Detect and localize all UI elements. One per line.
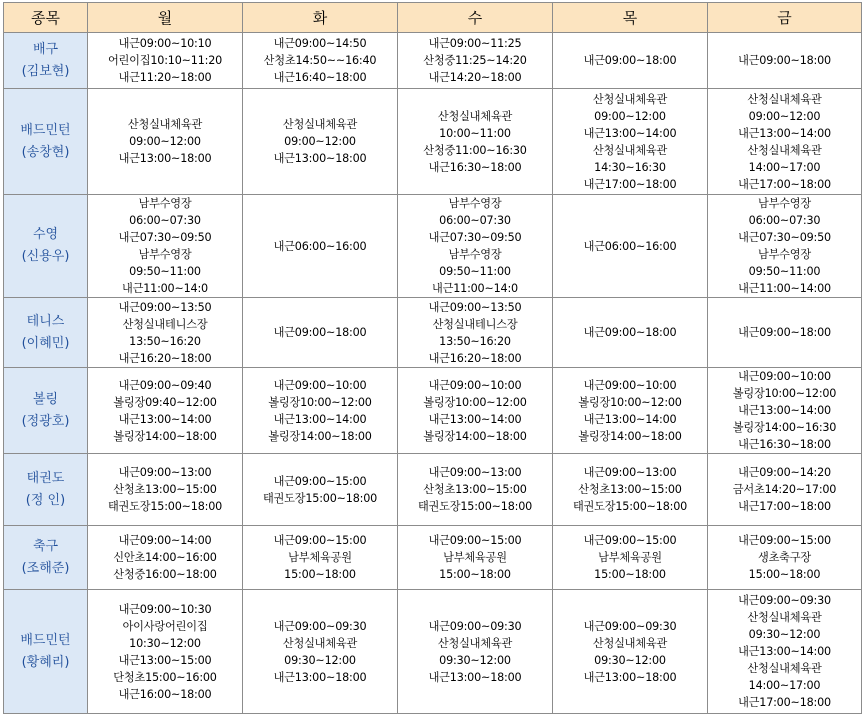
schedule-cell xyxy=(88,526,243,590)
schedule-entry: 15:00~18:00 xyxy=(284,568,356,581)
schedule-entry: 남부수영장 xyxy=(138,197,192,210)
header-cell-tue: 화 xyxy=(243,3,398,33)
schedule-entry: 볼링장14:00~18:00 xyxy=(268,429,372,443)
schedule-cell xyxy=(553,298,708,368)
schedule-cell xyxy=(243,454,398,526)
schedule-entry: 09:30~12:00 xyxy=(284,653,356,667)
schedule-entry: 산청초14:50~~16:40 xyxy=(263,54,377,67)
schedule-entry: 내근09:00~10:10 xyxy=(118,37,212,50)
schedule-entry: 볼링장10:00~12:00 xyxy=(423,395,527,409)
schedule-cell xyxy=(88,368,243,454)
schedule-cell xyxy=(708,89,862,195)
sport-cell xyxy=(4,195,88,298)
schedule-cell xyxy=(708,526,862,590)
schedule-entry: 볼링장10:00~12:00 xyxy=(732,387,837,400)
schedule-entry: 내근16:20~18:00 xyxy=(428,351,522,365)
sport-name: 배드민턴 xyxy=(20,632,71,648)
table-row xyxy=(4,526,862,590)
schedule-entry: 내근09:00~10:00 xyxy=(273,378,367,392)
schedule-cell xyxy=(243,298,398,368)
schedule-entry: 산청실내체육관 xyxy=(592,92,668,106)
schedule-entry: 내근13:00~14:00 xyxy=(738,404,831,417)
schedule-entry: 내근13:00~18:00 xyxy=(118,152,212,165)
schedule-entry: 산청실내체육관 xyxy=(127,118,203,131)
schedule-cell xyxy=(398,526,553,590)
schedule-entry: 09:30~12:00 xyxy=(748,628,821,641)
schedule-entry: 13:50~16:20 xyxy=(129,334,201,348)
schedule-entry: 산청실내체육관 xyxy=(282,636,358,650)
schedule-entry: 내근09:00~13:50 xyxy=(118,300,212,314)
schedule-cell xyxy=(553,526,708,590)
instructor-name: (김보현) xyxy=(21,63,70,79)
schedule-cell xyxy=(243,590,398,714)
schedule-entry: 남부수영장 xyxy=(138,248,192,261)
schedule-entry: 06:00~07:30 xyxy=(748,214,821,227)
schedule-entry: 남부수영장 xyxy=(448,248,502,261)
schedule-entry: 09:50~11:00 xyxy=(129,265,201,278)
schedule-cell xyxy=(398,298,553,368)
schedule-entry: 내근13:00~14:00 xyxy=(428,412,522,426)
schedule-cell xyxy=(88,33,243,89)
schedule-entry: 태권도장15:00~18:00 xyxy=(107,500,223,513)
schedule-cell xyxy=(243,195,398,298)
schedule-entry: 내근13:00~18:00 xyxy=(583,670,677,684)
schedule-entry: 내근09:00~15:00 xyxy=(273,534,367,547)
table-row xyxy=(4,454,862,526)
schedule-entry: 09:50~11:00 xyxy=(439,265,511,278)
schedule-entry: 산청실내테니스장 xyxy=(122,317,208,331)
schedule-cell xyxy=(88,454,243,526)
schedule-cell xyxy=(708,33,862,89)
header-cell-wed: 수 xyxy=(398,3,553,33)
sport-cell xyxy=(4,526,88,590)
header-cell-fri: 금 xyxy=(708,3,862,33)
schedule-cell xyxy=(398,195,553,298)
schedule-entry: 09:00~12:00 xyxy=(748,109,821,123)
sport-cell xyxy=(4,298,88,368)
schedule-entry: 남부수영장 xyxy=(757,197,812,210)
schedule-entry: 내근09:00~15:00 xyxy=(583,534,677,547)
sport-cell xyxy=(4,33,88,89)
schedule-entry: 태권도장15:00~18:00 xyxy=(417,500,533,513)
schedule-cell xyxy=(88,89,243,195)
schedule-entry: 09:30~12:00 xyxy=(594,653,666,667)
schedule-entry: 내근09:00~18:00 xyxy=(738,54,831,67)
schedule-entry: 09:00~12:00 xyxy=(129,135,201,148)
schedule-entry: 내근09:00~09:40 xyxy=(118,378,212,392)
schedule-entry: 내근09:00~13:00 xyxy=(118,466,212,479)
sport-name: 수영 xyxy=(32,227,59,242)
schedule-entry: 산청실내체육관 xyxy=(437,109,513,123)
schedule-entry: 내근09:00~14:50 xyxy=(273,37,367,50)
schedule-entry: 내근13:00~18:00 xyxy=(273,670,367,684)
schedule-cell xyxy=(398,89,553,195)
sport-cell xyxy=(4,89,88,195)
schedule-entry: 산청실내테니스장 xyxy=(432,317,518,331)
schedule-entry: 태권도장15:00~18:00 xyxy=(262,491,378,505)
header-row xyxy=(4,3,862,33)
schedule-entry: 산청중11:25~14:20 xyxy=(423,54,527,67)
schedule-entry: 볼링장14:00~18:00 xyxy=(113,429,217,443)
schedule-entry: 09:50~11:00 xyxy=(748,265,821,278)
schedule-cell xyxy=(553,195,708,298)
schedule-entry: 10:30~12:00 xyxy=(129,636,201,650)
schedule-entry: 남부수영장 xyxy=(448,197,502,210)
schedule-entry: 내근16:30~18:00 xyxy=(738,438,831,451)
schedule-entry: 내근09:00~14:20 xyxy=(738,466,831,479)
schedule-entry: 남부체육공원 xyxy=(443,551,507,564)
schedule-entry: 내근09:00~15:00 xyxy=(738,534,831,547)
schedule-entry: 내근17:00~18:00 xyxy=(738,500,831,513)
table-row xyxy=(4,89,862,195)
schedule-cell xyxy=(88,195,243,298)
schedule-entry: 남부수영장 xyxy=(757,248,812,261)
schedule-entry: 14:00~17:00 xyxy=(748,679,821,692)
schedule-cell xyxy=(398,33,553,89)
schedule-cell xyxy=(243,89,398,195)
schedule-entry: 14:30~16:30 xyxy=(594,160,666,174)
schedule-entry: 내근13:00~14:00 xyxy=(738,645,831,658)
schedule-cell xyxy=(708,368,862,454)
schedule-entry: 내근17:00~18:00 xyxy=(738,696,831,709)
schedule-entry: 산청실내체육관 xyxy=(747,662,822,675)
schedule-entry: 06:00~07:30 xyxy=(129,214,201,227)
table-row xyxy=(4,368,862,454)
schedule-entry: 내근09:00~10:30 xyxy=(118,602,212,616)
schedule-entry: 내근09:00~09:30 xyxy=(428,619,522,633)
schedule-cell xyxy=(88,590,243,714)
schedule-entry: 내근09:00~18:00 xyxy=(583,326,677,339)
schedule-entry: 내근09:00~10:00 xyxy=(583,378,677,392)
schedule-body xyxy=(4,33,862,714)
schedule-entry: 내근09:00~11:25 xyxy=(428,37,522,50)
schedule-entry: 15:00~18:00 xyxy=(594,568,666,581)
header-cell-mon: 월 xyxy=(88,3,243,33)
schedule-entry: 산청실내체육관 xyxy=(282,118,358,131)
schedule-cell xyxy=(553,33,708,89)
schedule-entry: 13:50~16:20 xyxy=(439,334,511,348)
schedule-entry: 내근09:00~09:30 xyxy=(273,619,367,633)
schedule-entry: 내근17:00~18:00 xyxy=(738,177,831,191)
schedule-entry: 단청초15:00~16:00 xyxy=(113,670,217,684)
schedule-cell xyxy=(88,298,243,368)
header-cell-sport: 종목 xyxy=(4,3,88,33)
schedule-entry: 내근11:00~14:00 xyxy=(738,282,831,295)
schedule-entry: 아이사랑어린이집 xyxy=(122,619,208,633)
instructor-name: (이혜민) xyxy=(21,335,70,351)
schedule-entry: 볼링장09:40~12:00 xyxy=(113,395,217,409)
schedule-entry: 내근13:00~14:00 xyxy=(738,126,831,140)
schedule-entry: 내근09:00~18:00 xyxy=(738,326,831,339)
instructor-name: (송창현) xyxy=(21,144,70,160)
table-row xyxy=(4,590,862,714)
schedule-cell xyxy=(398,368,553,454)
schedule-entry: 15:00~18:00 xyxy=(748,568,821,581)
schedule-entry: 내근13:00~15:00 xyxy=(118,653,212,667)
sport-name: 볼링 xyxy=(32,391,59,407)
schedule-cell xyxy=(553,368,708,454)
schedule-table xyxy=(3,2,862,714)
schedule-entry: 내근16:30~18:00 xyxy=(428,160,522,174)
schedule-entry: 내근06:00~16:00 xyxy=(583,239,677,253)
schedule-entry: 내근07:30~09:50 xyxy=(428,231,522,244)
schedule-entry: 내근13:00~14:00 xyxy=(273,412,367,426)
instructor-name: (신용우) xyxy=(21,249,70,264)
schedule-entry: 볼링장10:00~12:00 xyxy=(268,395,372,409)
schedule-entry: 내근13:00~18:00 xyxy=(273,152,367,165)
schedule-entry: 내근13:00~14:00 xyxy=(118,412,212,426)
schedule-cell xyxy=(708,454,862,526)
schedule-entry: 볼링장10:00~12:00 xyxy=(578,395,682,409)
schedule-entry: 내근11:00~14:0 xyxy=(432,282,518,295)
schedule-entry: 내근07:30~09:50 xyxy=(738,231,831,244)
schedule-entry: 산청중11:00~16:30 xyxy=(423,143,527,157)
schedule-entry: 내근13:00~18:00 xyxy=(428,670,522,684)
sport-name: 배드민턴 xyxy=(20,122,71,138)
table-row xyxy=(4,195,862,298)
schedule-entry: 내근16:20~18:00 xyxy=(118,351,212,365)
schedule-entry: 09:30~12:00 xyxy=(439,653,511,667)
schedule-entry: 내근17:00~18:00 xyxy=(583,177,677,191)
schedule-entry: 내근07:30~09:50 xyxy=(118,231,212,244)
schedule-cell xyxy=(708,298,862,368)
instructor-name: (정 인) xyxy=(25,492,66,508)
schedule-entry: 산청실내체육관 xyxy=(437,636,513,650)
schedule-entry: 09:00~12:00 xyxy=(284,135,356,148)
schedule-entry: 신안초14:00~16:00 xyxy=(113,551,217,564)
schedule-entry: 남부체육공원 xyxy=(288,551,352,564)
schedule-cell xyxy=(708,590,862,714)
schedule-entry: 산청실내체육관 xyxy=(747,143,822,157)
sport-cell xyxy=(4,454,88,526)
schedule-entry: 생초축구장 xyxy=(757,551,812,564)
schedule-cell xyxy=(243,33,398,89)
schedule-cell xyxy=(708,195,862,298)
schedule-entry: 내근13:00~14:00 xyxy=(583,412,677,426)
sport-cell xyxy=(4,368,88,454)
schedule-entry: 볼링장14:00~18:00 xyxy=(423,429,527,443)
sport-name: 태권도 xyxy=(26,470,65,486)
sport-name: 축구 xyxy=(32,538,59,554)
schedule-cell xyxy=(398,454,553,526)
schedule-cell xyxy=(243,368,398,454)
schedule-entry: 06:00~07:30 xyxy=(439,214,511,227)
schedule-entry: 내근09:00~15:00 xyxy=(273,474,367,488)
header-cell-thu: 목 xyxy=(553,3,708,33)
schedule-cell xyxy=(553,590,708,714)
schedule-entry: 내근11:00~14:0 xyxy=(122,282,208,295)
schedule-entry: 금서초14:20~17:00 xyxy=(732,483,837,496)
instructor-name: (황혜리) xyxy=(21,654,70,670)
sport-name: 테니스 xyxy=(26,313,65,329)
schedule-entry: 내근09:00~15:00 xyxy=(428,534,522,547)
schedule-entry: 산청실내체육관 xyxy=(747,611,822,624)
schedule-entry: 볼링장14:00~16:30 xyxy=(732,421,837,434)
schedule-entry: 산청초13:00~15:00 xyxy=(423,483,527,496)
schedule-entry: 내근09:00~13:50 xyxy=(428,300,522,314)
schedule-entry: 태권도장15:00~18:00 xyxy=(572,500,688,513)
sport-name: 배구 xyxy=(32,41,59,57)
schedule-entry: 산청실내체육관 xyxy=(747,92,822,106)
instructor-name: (정광호) xyxy=(21,413,70,429)
sport-cell xyxy=(4,590,88,714)
schedule-entry: 09:00~12:00 xyxy=(594,109,666,123)
schedule-entry: 내근09:00~14:00 xyxy=(118,534,212,547)
schedule-entry: 어린이집10:10~11:20 xyxy=(107,54,223,67)
schedule-cell xyxy=(553,454,708,526)
schedule-entry: 10:00~11:00 xyxy=(439,126,511,140)
schedule-entry: 산청실내체육관 xyxy=(592,636,668,650)
schedule-cell xyxy=(398,590,553,714)
schedule-entry: 내근09:00~13:00 xyxy=(583,466,677,479)
schedule-entry: 내근09:00~13:00 xyxy=(428,466,522,479)
schedule-entry: 산청실내체육관 xyxy=(592,143,668,157)
schedule-entry: 내근09:00~18:00 xyxy=(273,326,367,339)
schedule-cell xyxy=(553,89,708,195)
instructor-name: (조해준) xyxy=(21,560,70,576)
schedule-entry: 산청초13:00~15:00 xyxy=(113,483,217,496)
schedule-entry: 내근14:20~18:00 xyxy=(428,71,522,84)
table-row xyxy=(4,298,862,368)
schedule-entry: 내근09:00~09:30 xyxy=(738,594,831,607)
schedule-entry: 내근13:00~14:00 xyxy=(583,126,677,140)
schedule-cell xyxy=(243,526,398,590)
schedule-entry: 볼링장14:00~18:00 xyxy=(578,429,682,443)
schedule-entry: 내근06:00~16:00 xyxy=(273,239,367,253)
schedule-entry: 내근09:00~10:00 xyxy=(738,370,831,383)
schedule-entry: 내근09:00~09:30 xyxy=(583,619,677,633)
schedule-entry: 내근09:00~10:00 xyxy=(428,378,522,392)
schedule-entry: 15:00~18:00 xyxy=(439,568,511,581)
schedule-entry: 내근16:40~18:00 xyxy=(273,71,367,84)
schedule-entry: 내근11:20~18:00 xyxy=(118,71,212,84)
schedule-entry: 남부체육공원 xyxy=(598,551,662,564)
schedule-entry: 내근16:00~18:00 xyxy=(118,687,212,701)
schedule-entry: 산청초13:00~15:00 xyxy=(578,483,682,496)
schedule-entry: 내근09:00~18:00 xyxy=(583,54,677,67)
table-row xyxy=(4,33,862,89)
schedule-entry: 14:00~17:00 xyxy=(748,160,821,174)
schedule-entry: 산청중16:00~18:00 xyxy=(113,568,217,581)
